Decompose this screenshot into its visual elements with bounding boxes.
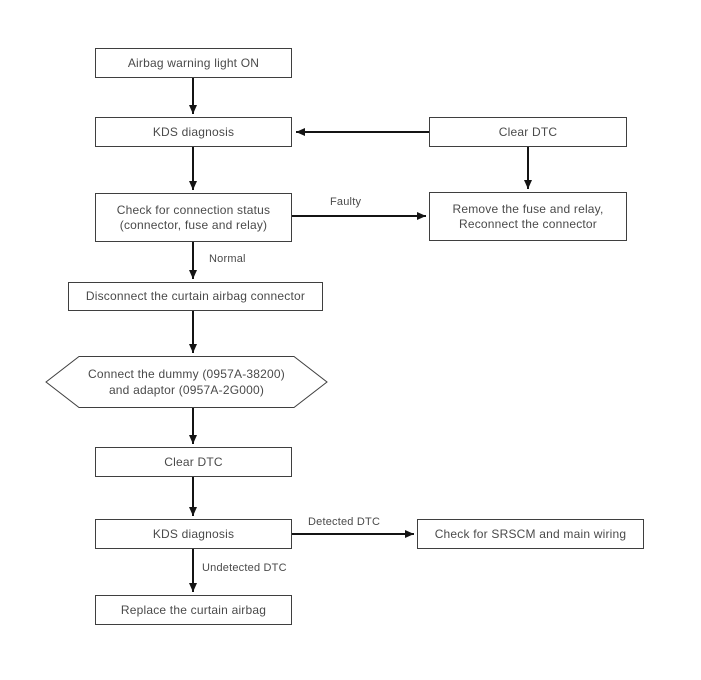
node-label-line2: Reconnect the connector bbox=[458, 216, 598, 231]
node-kds-diagnosis-2 bbox=[95, 519, 292, 549]
node-clear-dtc-right bbox=[429, 117, 627, 147]
node-label-line2: and adaptor (0957A-2G000) bbox=[108, 383, 265, 397]
node-replace-curtain-airbag bbox=[95, 595, 292, 625]
node-kds-diagnosis-1 bbox=[95, 117, 292, 147]
node-label-line1: Check for connection status bbox=[116, 202, 271, 217]
node-label: Check for SRSCM and main wiring bbox=[434, 526, 627, 541]
edge-label-detected-dtc: Detected DTC bbox=[308, 516, 381, 528]
node-check-connection-status bbox=[95, 193, 292, 242]
node-remove-fuse-relay bbox=[429, 192, 627, 241]
node-label-line2: (connector, fuse and relay) bbox=[119, 217, 268, 232]
node-label: Disconnect the curtain airbag connector bbox=[85, 289, 306, 303]
node-label-line1: Remove the fuse and relay, bbox=[452, 201, 604, 216]
edge-label-faulty: Faulty bbox=[330, 196, 362, 208]
node-label: Clear DTC bbox=[498, 124, 558, 139]
node-label: Airbag warning light ON bbox=[127, 55, 260, 70]
node-airbag-warning-light-on bbox=[95, 48, 292, 78]
node-label: Replace the curtain airbag bbox=[120, 602, 267, 617]
edge-label-undetected-dtc: Undetected DTC bbox=[202, 562, 287, 574]
node-connect-dummy-adaptor bbox=[46, 357, 327, 407]
node-label-line1: Connect the dummy (0957A-38200) bbox=[88, 367, 285, 381]
node-disconnect-curtain-airbag bbox=[68, 282, 323, 311]
node-clear-dtc-2 bbox=[95, 447, 292, 477]
node-label: KDS diagnosis bbox=[152, 124, 235, 139]
node-check-srscm-main-wiring bbox=[417, 519, 644, 549]
edge-label-normal: Normal bbox=[209, 253, 246, 265]
node-label: KDS diagnosis bbox=[152, 526, 235, 541]
node-label: Clear DTC bbox=[164, 454, 223, 469]
